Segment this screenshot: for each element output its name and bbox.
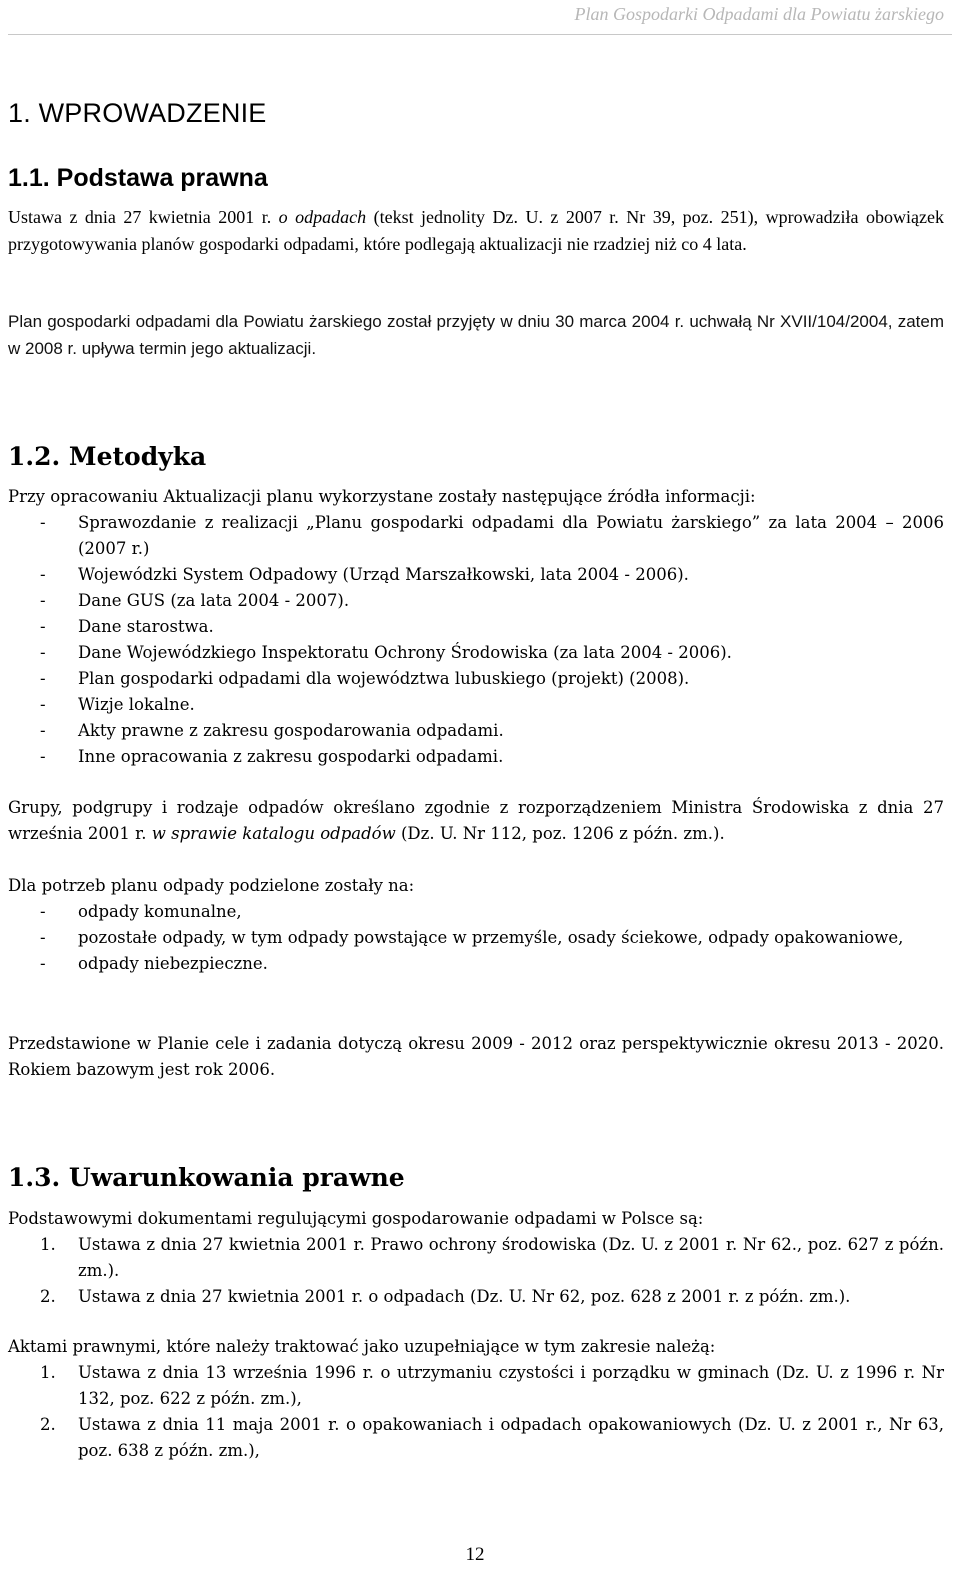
list-item-text: Ustawa z dnia 27 kwietnia 2001 r. Prawo ochrony środowiska (Dz. U. z 2001 r. Nr 62., poz. 627 z późn. zm.). — [78, 1235, 944, 1280]
list-item-text: Ustawa z dnia 11 maja 2001 r. o opakowaniach i odpadach opakowaniowych (Dz. U. z 2001 r., Nr 63, poz. 638 z późn. zm.), — [78, 1415, 944, 1460]
section-heading-1: 1. WPROWADZENIE — [8, 98, 267, 128]
list-item: - Dane Wojewódzkiego Inspektoratu Ochrony Środowiska (za lata 2004 - 2006). — [8, 640, 944, 666]
section-heading-1-3: 1.3. Uwarunkowania prawne — [8, 1163, 405, 1192]
list-number: 2. — [40, 1415, 56, 1434]
supplementary-acts-block — [8, 1334, 944, 1464]
paragraph-plan-periods: Przedstawione w Planie cele i zadania dotyczą okresu 2009 - 2012 oraz perspektywicznie okresu 2013 - 2020. Rokiem bazowym jest rok 2006. — [8, 1034, 944, 1079]
waste-catalogue-text-end: (Dz. U. Nr 112, poz. 1206 z późn. zm.). — [395, 824, 725, 843]
methodology-intro: Przy opracowaniu Aktualizacji planu wykorzystane zostały następujące źródła informacji: — [8, 487, 756, 506]
running-header: Plan Gospodarki Odpadami dla Powiatu żarskiego — [574, 4, 944, 24]
list-item — [8, 1232, 944, 1284]
list-number: 1. — [40, 1235, 56, 1254]
list-item: - Dane GUS (za lata 2004 - 2007). — [8, 588, 944, 614]
list-item: - Dane starostwa. — [8, 614, 944, 640]
legal-basis-text-start: Ustawa z dnia 27 kwietnia 2001 r. — [8, 207, 279, 227]
list-item: - Sprawozdanie z realizacji „Planu gospodarki odpadami dla Powiatu żarskiego” za lata 2004 – 2006 (2007 r.) — [8, 510, 944, 562]
paragraph-legal-basis — [8, 204, 944, 257]
list-item: - odpady niebezpieczne. — [8, 951, 944, 977]
list-item: - Wojewódzki System Odpadowy (Urząd Marszałkowski, lata 2004 - 2006). — [8, 562, 944, 588]
methodology-block — [8, 484, 944, 770]
list-item-text: Ustawa z dnia 13 września 1996 r. o utrzymaniu czystości i porządku w gminach (Dz. U. z 1996 r. Nr 132, poz. 622 z późn. zm.), — [78, 1363, 944, 1408]
list-item — [8, 1284, 944, 1310]
page-number: 12 — [465, 1544, 485, 1565]
waste-division-intro: Dla potrzeb planu odpady podzielone zostały na: — [8, 876, 415, 895]
legal-basis-text-end: (tekst jednolity Dz. U. z 2007 r. Nr 39, poz. 251), wprowadziła obowiązek przygotowywania planów gospodarki odpadami, które podlegają aktualizacji nie rzadziej niż co 4 lata. — [8, 207, 944, 254]
legal-conditions-block — [8, 1206, 944, 1310]
list-item: - Akty prawne z zakresu gospodarowania odpadami. — [8, 718, 944, 744]
list-number: 1. — [40, 1363, 56, 1382]
list-item — [8, 1360, 944, 1412]
list-item: - Inne opracowania z zakresu gospodarki odpadami. — [8, 744, 944, 770]
waste-catalogue-text-start: Grupy, podgrupy i rodzaje odpadów określano zgodnie z rozporządzeniem Ministra Środowiska z dnia 27 września 2001 r. — [8, 798, 944, 843]
list-item: - Wizje lokalne. — [8, 692, 944, 718]
list-number: 2. — [40, 1287, 56, 1306]
waste-catalogue-regulation-title: w sprawie katalogu odpadów — [151, 824, 396, 843]
waste-division-list — [8, 899, 944, 977]
waste-division-block — [8, 873, 944, 977]
paragraph-plan-adoption: Plan gospodarki odpadami dla Powiatu żarskiego został przyjęty w dniu 30 marca 2004 r. uchwałą Nr XVII/104/2004, zatem w 2008 r. upływa termin jego aktualizacji. — [8, 312, 944, 358]
list-item: - odpady komunalne, — [8, 899, 944, 925]
section-heading-1-1: 1.1. Podstawa prawna — [8, 164, 268, 192]
list-item: - pozostałe odpady, w tym odpady powstające w przemyśle, osady ściekowe, odpady opakowaniowe, — [8, 925, 944, 951]
list-item: - Plan gospodarki odpadami dla województwa lubuskiego (projekt) (2008). — [8, 666, 944, 692]
basic-documents-intro: Podstawowymi dokumentami regulującymi gospodarowanie odpadami w Polsce są: — [8, 1209, 704, 1228]
list-item-text: Ustawa z dnia 27 kwietnia 2001 r. o odpadach (Dz. U. Nr 62, poz. 628 z 2001 r. z późn. zm.). — [78, 1287, 851, 1306]
header-divider — [8, 34, 952, 35]
list-item — [8, 1412, 944, 1464]
basic-documents-list — [8, 1232, 944, 1310]
supplementary-acts-intro: Aktami prawnymi, które należy traktować jako uzupełniające w tym zakresie należą: — [8, 1337, 716, 1356]
paragraph-waste-catalogue — [8, 795, 944, 847]
supplementary-acts-list — [8, 1360, 944, 1464]
sources-list — [8, 510, 944, 770]
legal-basis-act-title: o odpadach — [278, 207, 367, 227]
section-heading-1-2: 1.2. Metodyka — [8, 442, 207, 471]
